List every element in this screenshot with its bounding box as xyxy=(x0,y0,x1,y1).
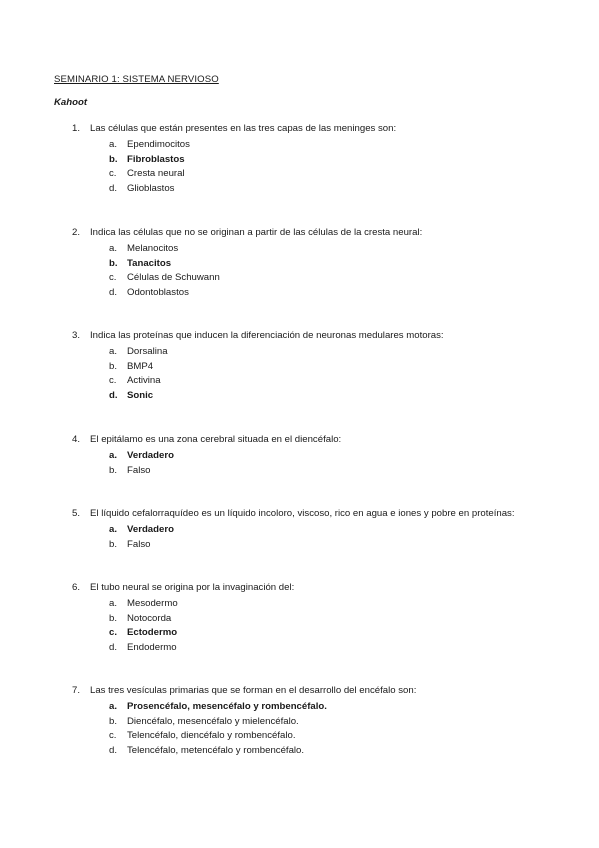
option-letter: d. xyxy=(109,286,118,298)
answer-option xyxy=(0,614,599,626)
question-text: Indica las células que no se originan a partir de las células de la cresta neural: xyxy=(90,227,423,238)
answer-option-correct xyxy=(0,391,599,403)
option-text: Mesodermo xyxy=(127,598,178,609)
question-number: 6. xyxy=(72,582,81,593)
option-text: Ectodermo xyxy=(127,627,178,639)
option-text: Verdadero xyxy=(127,450,174,461)
answer-option xyxy=(0,362,599,374)
document-subtitle: Kahoot xyxy=(54,97,88,108)
option-letter: b. xyxy=(109,538,118,550)
option-text: Telencéfalo, diencéfalo y rombencéfalo. xyxy=(127,730,296,742)
option-text: Glioblastos xyxy=(127,182,175,194)
option-letter: a. xyxy=(109,598,118,609)
answer-option xyxy=(0,731,599,743)
answer-option-correct xyxy=(0,628,599,640)
answer-option xyxy=(0,746,599,758)
option-text: Prosencéfalo, mesencéfalo y rombencéfalo. xyxy=(127,701,327,712)
answer-option-correct xyxy=(0,155,599,167)
answer-option xyxy=(0,376,599,388)
answer-option xyxy=(0,540,599,552)
answer-option-correct xyxy=(0,451,599,463)
question-number: 1. xyxy=(72,123,81,134)
answer-option-correct xyxy=(0,702,599,714)
option-text: Fibroblastos xyxy=(127,153,185,165)
question-number: 7. xyxy=(72,685,81,696)
option-letter: c. xyxy=(109,168,117,180)
option-letter: d. xyxy=(109,744,118,756)
question-text: El tubo neural se origina por la invaginación del: xyxy=(90,582,295,593)
option-text: Cresta neural xyxy=(127,168,185,180)
option-letter: b. xyxy=(109,464,118,476)
option-letter: d. xyxy=(109,641,118,653)
option-text: Odontoblastos xyxy=(127,286,189,298)
option-letter: c. xyxy=(109,627,118,639)
option-letter: b. xyxy=(109,257,118,269)
answer-option-correct xyxy=(0,259,599,271)
option-letter: b. xyxy=(109,153,118,165)
option-letter: b. xyxy=(109,715,118,727)
answer-option xyxy=(0,244,599,256)
option-text: Falso xyxy=(127,538,151,550)
answer-option xyxy=(0,169,599,181)
question-text: El líquido cefalorraquídeo es un líquido incoloro, viscoso, rico en agua e iones y pobre en proteínas: xyxy=(90,508,515,519)
question-number: 3. xyxy=(72,330,81,341)
option-letter: d. xyxy=(109,389,118,401)
answer-option xyxy=(0,184,599,196)
option-letter: d. xyxy=(109,182,118,194)
option-letter: b. xyxy=(109,612,118,624)
option-letter: c. xyxy=(109,272,117,284)
option-text: Verdadero xyxy=(127,524,174,535)
option-letter: a. xyxy=(109,524,118,535)
question-text: Las células que están presentes en las tres capas de las meninges son: xyxy=(90,123,397,134)
question-text: El epitálamo es una zona cerebral situada en el diencéfalo: xyxy=(90,434,342,445)
option-letter: a. xyxy=(109,243,118,254)
answer-option xyxy=(0,599,599,611)
option-text: Activina xyxy=(127,375,161,387)
option-text: BMP4 xyxy=(127,360,154,372)
answer-option xyxy=(0,717,599,729)
option-text: Dorsalina xyxy=(127,346,168,357)
document-title: SEMINARIO 1: SISTEMA NERVIOSO xyxy=(54,74,219,85)
option-letter: a. xyxy=(109,701,118,712)
option-text: Notocorda xyxy=(127,612,172,624)
question-number: 2. xyxy=(72,227,81,238)
question-text: Las tres vesículas primarias que se forman en el desarrollo del encéfalo son: xyxy=(90,685,417,696)
answer-option xyxy=(0,140,599,152)
option-text: Sonic xyxy=(127,389,154,401)
option-text: Melanocitos xyxy=(127,243,179,254)
answer-option xyxy=(0,273,599,285)
option-letter: c. xyxy=(109,730,117,742)
option-letter: b. xyxy=(109,360,118,372)
option-text: Falso xyxy=(127,464,151,476)
option-text: Ependimocitos xyxy=(127,139,190,150)
question-number: 4. xyxy=(72,434,81,445)
question-text: Indica las proteínas que inducen la diferenciación de neuronas medulares motoras: xyxy=(90,330,444,341)
option-text: Telencéfalo, metencéfalo y rombencéfalo. xyxy=(127,744,305,756)
question-number: 5. xyxy=(72,508,81,519)
option-text: Endodermo xyxy=(127,641,177,653)
option-letter: a. xyxy=(109,346,118,357)
option-text: Diencéfalo, mesencéfalo y mielencéfalo. xyxy=(127,715,299,727)
answer-option xyxy=(0,466,599,478)
option-text: Células de Schuwann xyxy=(127,272,220,284)
option-letter: c. xyxy=(109,375,117,387)
option-letter: a. xyxy=(109,450,118,461)
answer-option-correct xyxy=(0,525,599,537)
answer-option xyxy=(0,347,599,359)
answer-option xyxy=(0,288,599,300)
answer-option xyxy=(0,643,599,655)
option-text: Tanacitos xyxy=(127,257,172,269)
option-letter: a. xyxy=(109,139,118,150)
